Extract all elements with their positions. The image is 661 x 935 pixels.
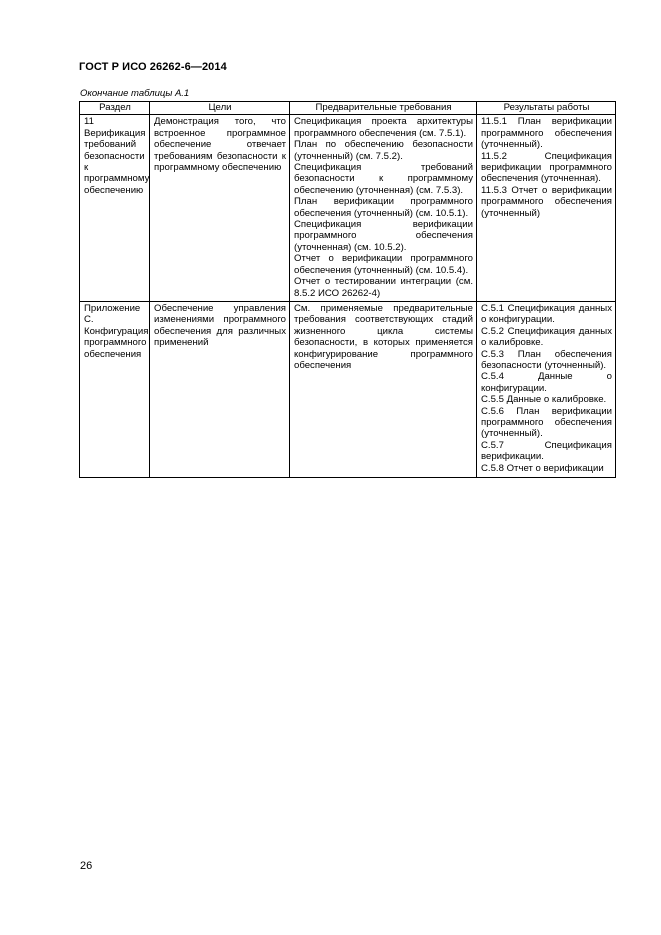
result-item: С.5.4 Данные о конфигурации. (481, 371, 612, 394)
column-header-goals: Цели (150, 102, 290, 115)
result-item: С.5.5 Данные о калибровке. (481, 394, 607, 406)
cell-results (477, 301, 616, 477)
column-header-results: Результаты работы (477, 102, 616, 115)
cell-goals: Демонстрация того, что встроенное программное обеспечение отвечает требованиям безопасности к программному обеспечению (150, 115, 290, 302)
result-item: 11.5.2 Спецификация верификации программного обеспечения (уточненная). (481, 150, 612, 185)
document-header: ГОСТ Р ИСО 26262-6—2014 (79, 61, 227, 73)
result-item: С.5.1 Спецификация данных о конфигурации. (481, 302, 612, 326)
prerequisite-item: Отчет о верификации программного обеспечения (уточненный) (см. 10.5.4). (294, 253, 473, 276)
prerequisite-item: План верификации программного обеспечения (уточненный) (см. 10.5.1). (294, 196, 473, 219)
column-header-section: Раздел (80, 102, 150, 115)
result-item: С.5.7 Спецификация верификации. (481, 439, 612, 463)
cell-prerequisites (290, 115, 477, 302)
result-item: 11.5.1 План верификации программного обеспечения (уточненный). (481, 116, 612, 151)
prerequisite-item: План по обеспечению безопасности (уточненный) (см. 7.5.2). (294, 139, 473, 162)
cell-goals: Обеспечение управления изменениями программного обеспечения для различных применений (150, 301, 290, 477)
cell-prerequisites (290, 301, 477, 477)
result-item: С.5.8 Отчет о верификации (481, 462, 604, 474)
requirements-table (79, 101, 616, 478)
prerequisite-item: Спецификация верификации программного обеспечения (уточненная) (см. 10.5.2). (294, 219, 473, 253)
table-caption: Окончание таблицы А.1 (80, 88, 190, 99)
prerequisite-item: Спецификация требований безопасности к программному обеспечению (уточненная) (см. 7.5.3). (294, 162, 473, 196)
prerequisite-item: Отчет о тестировании интеграции (см. 8.5.2 ИСО 26262-4) (294, 276, 473, 299)
cell-section: 11 Верификация требований безопасности к программному обеспечению (80, 115, 150, 302)
column-header-prerequisites: Предварительные требования (290, 102, 477, 115)
cell-results (477, 115, 616, 302)
page-number: 26 (80, 860, 93, 872)
table-row (80, 115, 616, 302)
result-item: С.5.3 План обеспечения безопасности (уточненный). (481, 348, 612, 371)
result-item: 11.5.3 Отчет о верификации программного обеспечения (уточненный) (481, 184, 612, 219)
table-row (80, 301, 616, 477)
result-item: С.5.6 План верификации программного обеспечения (уточненный). (481, 405, 612, 440)
prerequisite-item: См. применяемые предварительные требования соответствующих стадий жизненного цикла системы безопасности, в которых применяется конфигурирование программного обеспечения (294, 302, 473, 371)
cell-section: Приложение С. Конфигурация программного обеспечения (80, 301, 150, 477)
prerequisite-item: Спецификация проекта архитектуры программного обеспечения (см. 7.5.1). (294, 116, 473, 139)
result-item: С.5.2 Спецификация данных о калибровке. (481, 325, 612, 349)
table-header-row (80, 102, 616, 115)
